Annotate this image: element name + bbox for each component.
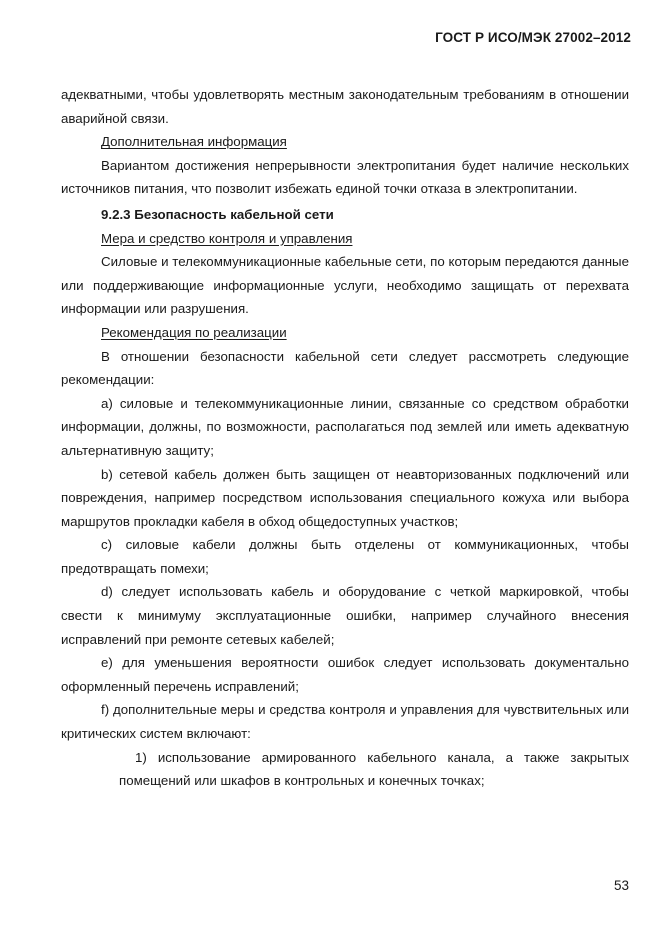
list-item-f: f) дополнительные меры и средства контроля и управления для чувствительных или критических систем включают: [61,702,629,742]
paragraph-control-measure: Силовые и телекоммуникационные кабельные сети, по которым передаются данные или поддерживающие информационные услуги, необходимо защищать от перехвата информации или разрушения. [61,254,629,317]
heading-control-measure: Мера и средство контроля и управления [101,230,353,246]
list-item-e: e) для уменьшения вероятности ошибок следует использовать документально оформленный перечень исправлений; [61,655,629,694]
heading-recommendation: Рекомендация по реализации [101,324,287,340]
standard-header: ГОСТ Р ИСО/МЭК 27002–2012 [435,30,631,45]
list-item-f-1: 1) использование армированного кабельного канала, а также закрытых помещений или шкафов в контрольных и конечных точках; [119,749,629,789]
list-item-b: b) сетевой кабель должен быть защищен от неавторизованных подключений или повреждения, например посредством использования специального кожуха или выбора маршрутов прокладки кабеля в обход общедоступных участков; [61,466,629,529]
page-number: 53 [613,878,629,893]
paragraph-continuation: адекватными, чтобы удовлетворять местным законодательным требованиям в отношении аварийной связи. [61,87,629,126]
list-item-d: d) следует использовать кабель и оборудование с четкой маркировкой, чтобы свести к минимуму эксплуатационные ошибки, например случайного внесения исправлений при ремонте сетевых кабелей; [61,584,629,647]
paragraph-additional-info: Вариантом достижения непрерывности электропитания будет наличие нескольких источников питания, что позволит избежать единой точки отказа в электропитании. [61,157,629,197]
heading-additional-info: Дополнительная информация [101,134,287,150]
section-title: 9.2.3 Безопасность кабельной сети [101,206,334,222]
paragraph-recommendation-intro: В отношении безопасности кабельной сети следует рассмотреть следующие рекомендации: [61,348,629,388]
page-content [61,83,629,793]
list-item-a: a) силовые и телекоммуникационные линии, связанные со средством обработки информации, должны, по возможности, располагаться под землей или иметь адекватную альтернативную защиту; [61,395,629,458]
list-item-c: c) силовые кабели должны быть отделены от коммуникационных, чтобы предотвращать помехи; [61,537,629,576]
